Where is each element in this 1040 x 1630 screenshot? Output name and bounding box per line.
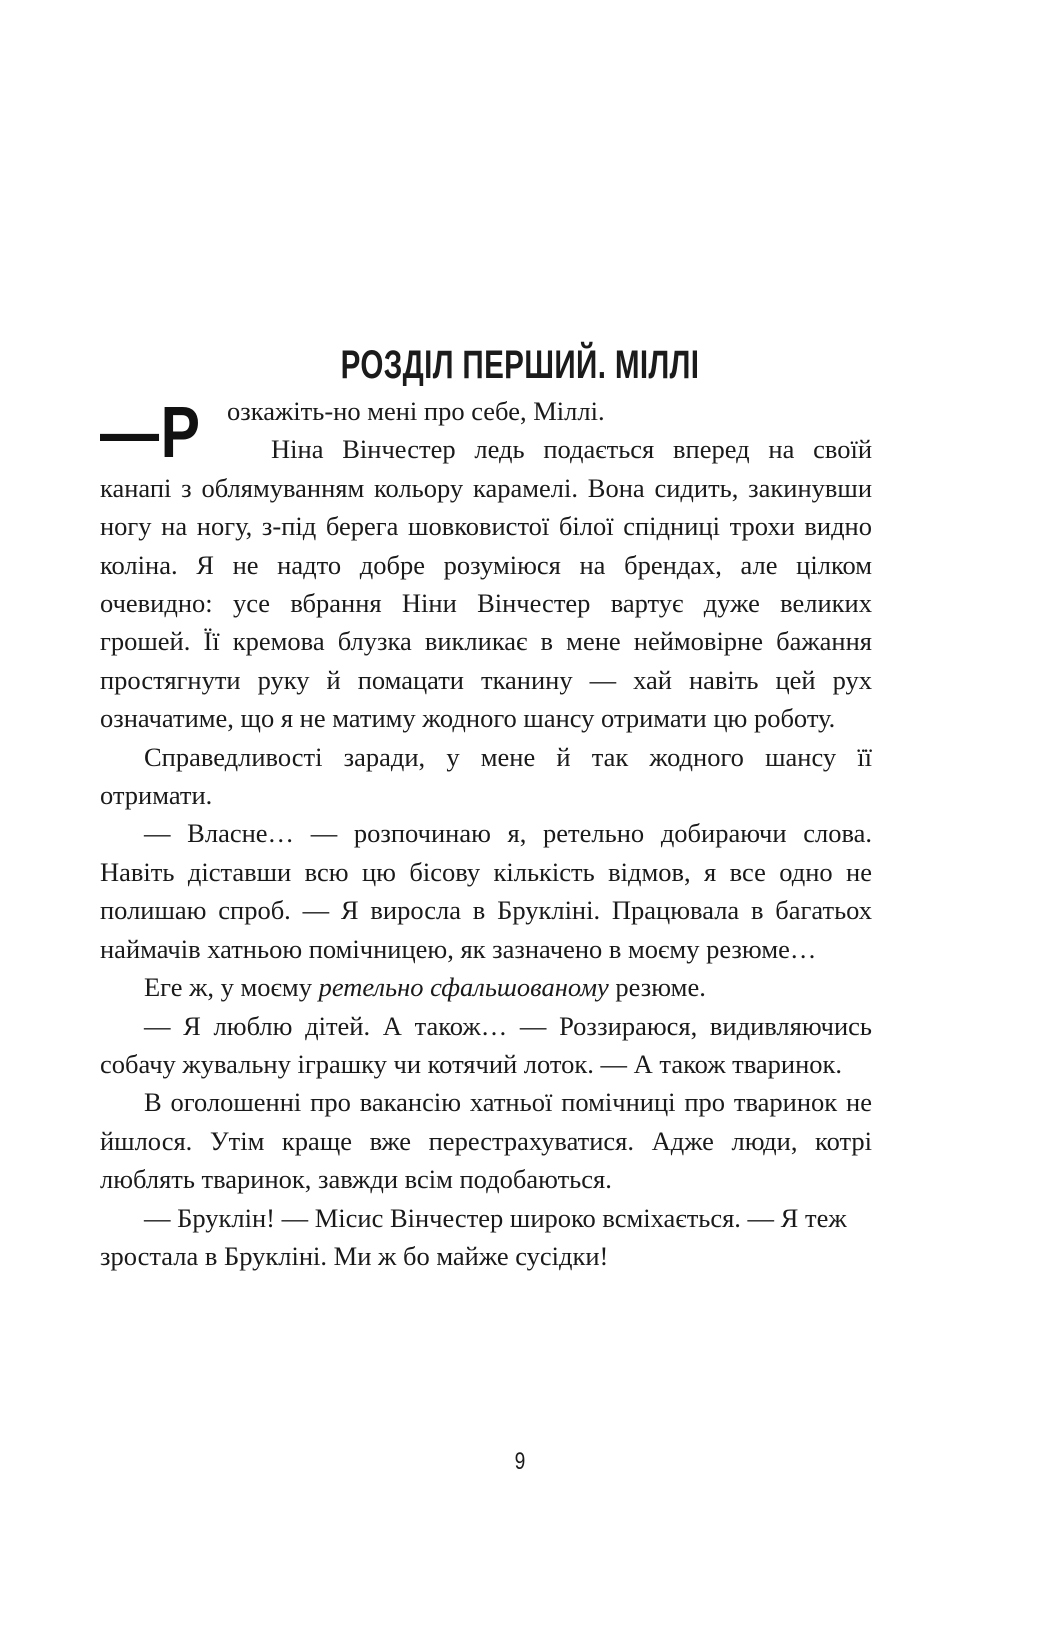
paragraph-5 [100,968,872,1006]
paragraph-6: — Я люблю дітей. А також… — Роззираюся, видивляючись собачу жувальну іграшку чи котячий лоток. — А також тваринок. [100,1010,872,1079]
paragraph-7: В оголошенні про вакансію хатньої помічниці про тваринок не йшлося. Утім краще вже перестрахуватися. Адже люди, котрі люблять тваринок, завжди всім подобаються. [100,1087,872,1195]
paragraph-opening-text: озкажіть-но мені про себе, Міллі. [227,396,605,426]
drop-cap-letter: Р [160,393,200,473]
paragraph-2: Ніна Вінчестер ледь подається вперед на своїй канапі з облямуванням кольору карамелі. Вона сидить, закинувши ногу на ногу, з-під берега шовковистої білої спідниці трохи видно коліна. Я не надто добре розуміюся на брендах, але цілком очевидно: усе вбрання Ніни Вінчестер вартує дуже великих грошей. Її кремова блузка викликає в мене неймовірне бажання простягнути руку й помацати тканину — хай навіть цей рух означатиме, що я не матиму жодного шансу отримати цю роботу. [100,434,872,734]
body-text [100,392,872,1275]
em-dash-glyph: — [100,393,159,473]
page-number: 9 [514,1448,526,1475]
paragraph-8: — Бруклін! — Місис Вінчестер широко всміхається. — Я теж зростала в Брукліні. Ми ж бо майже сусідки! [100,1202,847,1271]
paragraph-3: Справедливості заради, у мене й так жодного шансу її отримати. [100,741,872,811]
paragraph-5-emphasis: ретельно сфальшованому [318,972,609,1003]
chapter-title: РОЗДІЛ ПЕРШИЙ. МІЛЛІ [340,342,700,387]
paragraph-opening [100,392,872,473]
paragraph-5-before: Еге ж, у моєму [144,972,319,1003]
paragraph-5-after: резюме. [608,972,706,1003]
paragraph-4: — Власне… — розпочинаю я, ретельно добираючи слова. Навіть діставши всю цю бісову кількість відмов, я все одно не полишаю спроб. — Я виросла в Брукліні. Працювала в багатьох наймачів хатньою помічницею, як зазначено в моєму резюме… [100,818,872,964]
drop-cap [100,393,200,473]
